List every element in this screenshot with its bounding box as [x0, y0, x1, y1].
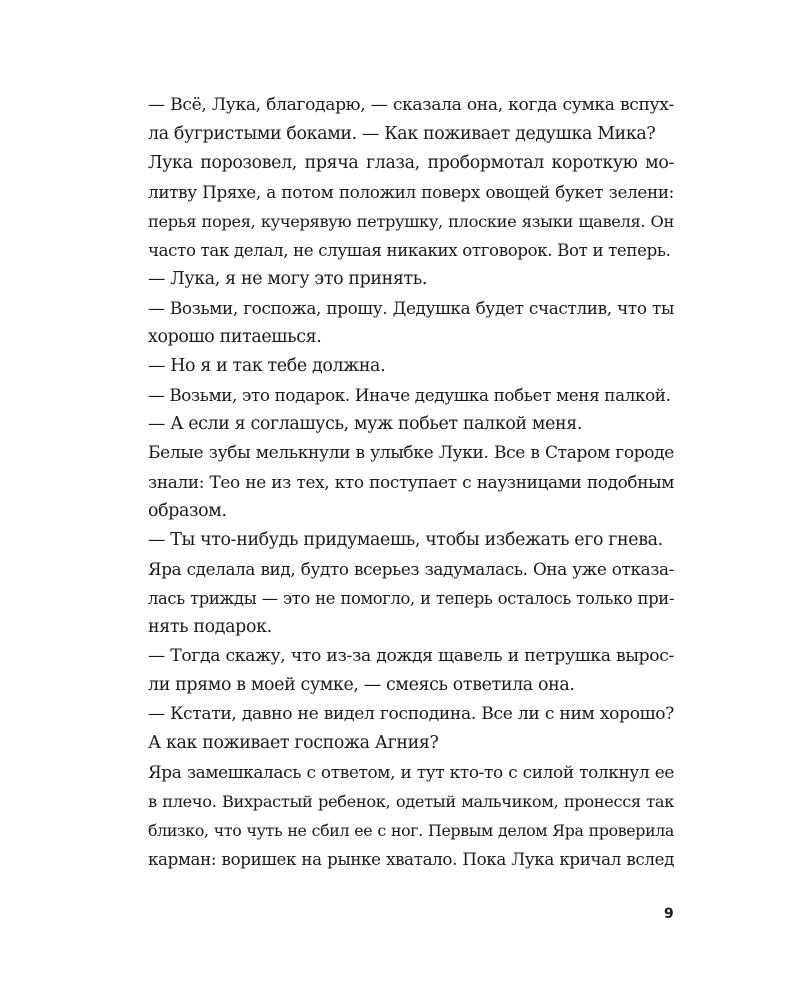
text-line: перья порея, кучерявую петрушку, плоские языки щавеля. Он	[148, 212, 674, 231]
body-text	[148, 91, 674, 874]
paragraph	[148, 410, 674, 439]
paragraph	[148, 149, 674, 265]
text-line: — А если я соглашусь, муж побьет палкой меня.	[148, 414, 583, 434]
text-line: часто так делал, не слушая никаких отговорок. Вот и теперь.	[148, 241, 671, 260]
text-line: ла бугристыми боками. — Как поживает дедушка Мика?	[148, 124, 656, 144]
paragraph	[148, 439, 674, 526]
text-line: — Ты что-нибудь придумаешь, чтобы избежать его гнева.	[148, 530, 663, 550]
text-line: — Возьми, это подарок. Иначе дедушка побьет меня палкой.	[148, 385, 671, 405]
paragraph	[148, 555, 674, 642]
paragraph	[148, 294, 674, 352]
text-line: нять подарок.	[148, 617, 272, 637]
paragraph	[148, 265, 674, 294]
text-line: — Возьми, госпожа, прошу. Дедушка будет счастлив, что ты	[148, 298, 674, 318]
text-line: ли прямо в моей сумке, — смеясь ответила она.	[148, 675, 575, 695]
text-line: литву Пряхе, а потом положил поверх овощей букет зелени:	[148, 182, 674, 202]
text-line: Белые зубы мелькнули в улыбке Луки. Все в Старом городе	[148, 443, 674, 463]
text-line: А как поживает госпожа Агния?	[148, 733, 439, 753]
text-line: Яра замешкалась с ответом, и тут кто-то с силой толкнул ее	[148, 762, 674, 782]
text-line: хорошо питаешься.	[148, 327, 322, 347]
text-line: — Лука, я не могу это принять.	[148, 269, 428, 289]
text-line: — Всё, Лука, благодарю, — сказала она, когда сумка вспух-	[148, 95, 674, 115]
text-line: лась трижды — это не помогло, и теперь осталось только при-	[148, 589, 674, 608]
paragraph	[148, 352, 674, 381]
paragraph	[148, 758, 674, 874]
text-line: — Тогда скажу, что из-за дождя щавель и петрушка вырос-	[148, 646, 674, 666]
page-number: 9	[664, 906, 674, 922]
text-line: — Кстати, давно не видел господина. Все ли с ним хорошо?	[148, 704, 674, 724]
text-line: Лука порозовел, пряча глаза, пробормотал короткую мо-	[148, 153, 674, 173]
text-line: образом.	[148, 501, 227, 521]
paragraph	[148, 381, 674, 410]
paragraph	[148, 642, 674, 700]
text-line: — Но я и так тебе должна.	[148, 356, 386, 376]
text-line: карман: воришек на рынке хватало. Пока Лука кричал вслед	[148, 850, 674, 869]
text-line: близко, что чуть не сбил ее с ног. Первым делом Яра проверила	[148, 821, 674, 840]
paragraph	[148, 700, 674, 758]
text-line: знали: Тео не из тех, кто поступает с наузницами подобным	[148, 472, 674, 492]
paragraph	[148, 91, 674, 149]
text-line: Яра сделала вид, будто всерьез задумалась. Она уже отказа-	[148, 559, 674, 579]
text-line: в плечо. Вихрастый ребенок, одетый мальчиком, пронесся так	[148, 792, 674, 811]
paragraph	[148, 526, 674, 555]
